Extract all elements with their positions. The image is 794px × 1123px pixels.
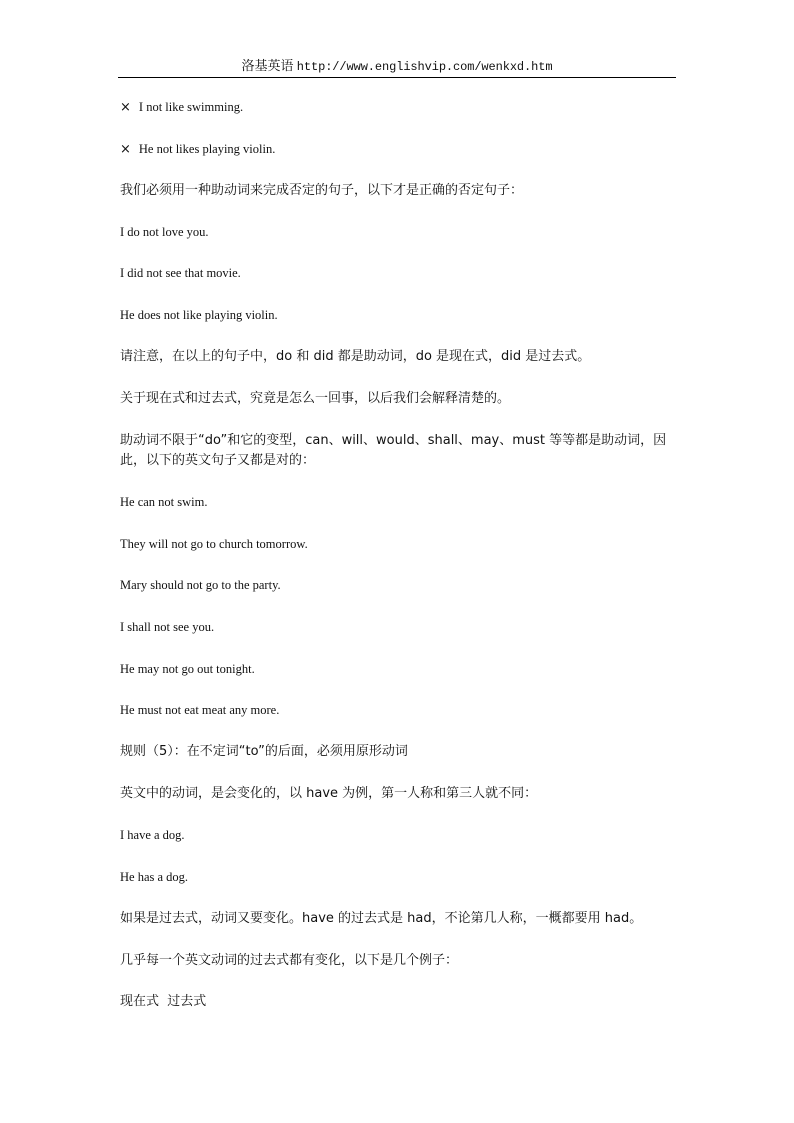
paragraph: 我们必须用一种助动词来完成否定的句子，以下才是正确的否定句子： [120, 183, 524, 198]
cross-mark-icon: × [120, 100, 131, 115]
rule-heading: 规则（5）：在不定词“to”的后面，必须用原形动词 [120, 744, 408, 759]
example-text: He not likes playing violin. [138, 142, 276, 156]
paragraph: 关于现在式和过去式，究竟是怎么一回事，以后我们会解释清楚的。 [120, 391, 511, 406]
example-sentence: I shall not see you. [120, 620, 215, 634]
example-sentence: He must not eat meat any more. [120, 703, 280, 717]
paragraph: 请注意，在以上的句子中，do 和 did 都是助动词，do 是现在式，did 是过去式。 [120, 349, 591, 364]
example-text: I not like swimming. [138, 100, 244, 114]
paragraph: 如果是过去式，动词又要变化。have 的过去式是 had，不论第几人称，一概都要用 had。 [120, 911, 643, 926]
wrong-example-line [120, 99, 243, 116]
header-brand: 洛基英语 [241, 59, 294, 74]
example-sentence: He can not swim. [120, 495, 208, 509]
paragraph: 助动词不限于“do”和它的变型，can、will、would、shall、may、must 等等都是助动词，因此，以下的英文句子又都是对的： [120, 433, 667, 468]
example-sentence: I do not love you. [120, 225, 209, 239]
example-sentence: He has a dog. [120, 870, 189, 884]
example-sentence: They will not go to church tomorrow. [120, 537, 308, 551]
example-sentence: He does not like playing violin. [120, 308, 278, 322]
wrong-example-line [120, 141, 275, 158]
example-sentence: He may not go out tonight. [120, 662, 255, 676]
example-sentence: Mary should not go to the party. [120, 578, 281, 592]
paragraph: 几乎每一个英文动词的过去式都有变化，以下是几个例子： [120, 953, 459, 968]
example-sentence: I have a dog. [120, 828, 185, 842]
page-header [118, 56, 676, 78]
header-url: http://www.englishvip.com/wenkxd.htm [296, 60, 553, 74]
paragraph: 英文中的动词，是会变化的，以 have 为例，第一人称和第三人就不同： [120, 786, 538, 801]
table-header-line: 现在式 过去式 [120, 994, 207, 1009]
example-sentence: I did not see that movie. [120, 266, 241, 280]
cross-mark-icon: × [120, 142, 131, 157]
